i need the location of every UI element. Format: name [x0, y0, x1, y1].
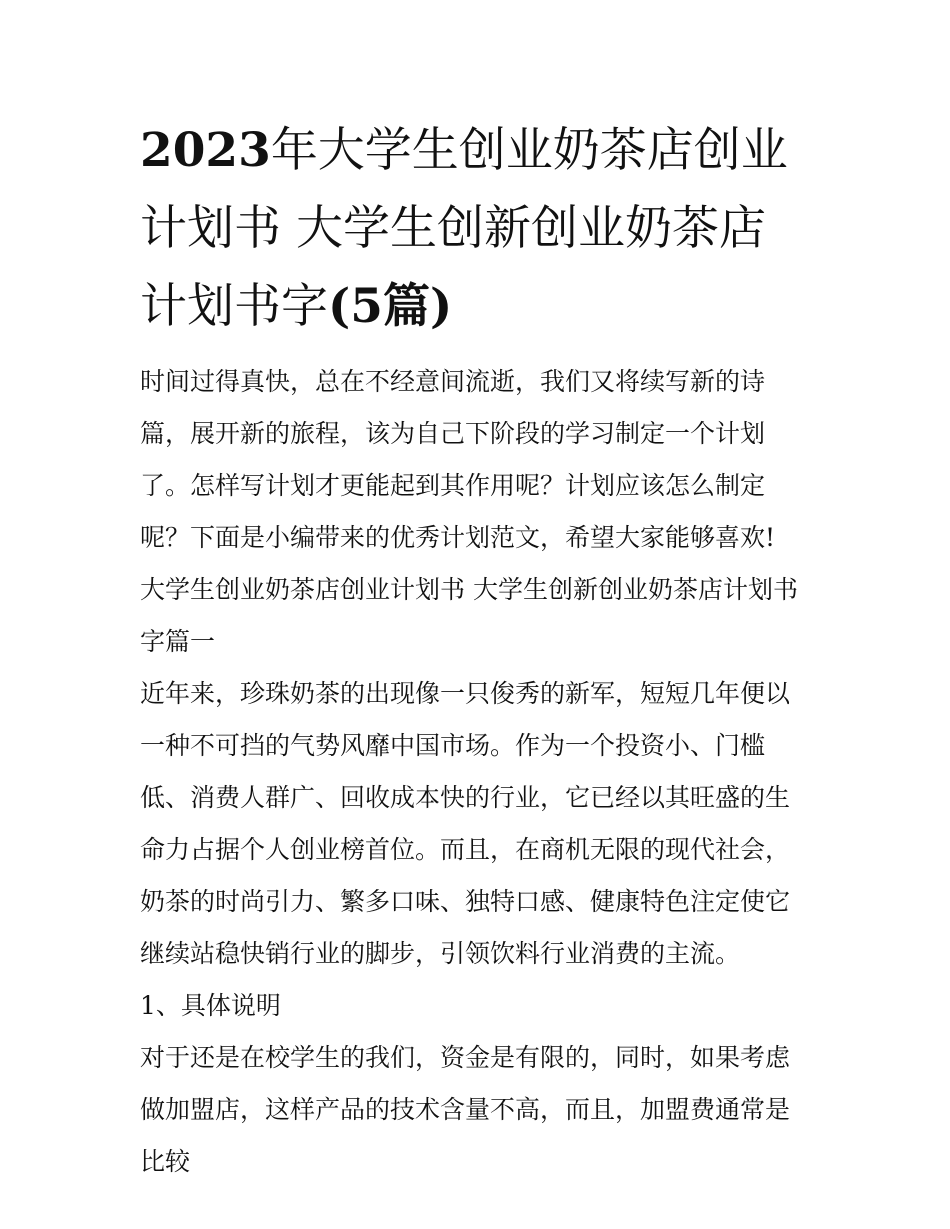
body-paragraph: 对于还是在校学生的我们，资金是有限的，同时，如果考虑做加盟店，这样产品的技术含量不高，而且，加盟费通常是比较 — [140, 1043, 791, 1176]
intro-paragraph: 时间过得真快，总在不经意间流逝，我们又将续写新的诗篇，展开新的旅程，该为自己下阶段的学习制定一个计划了。怎样写计划才更能起到其作用呢？计划应该怎么制定呢？下面是小编带来的优秀计划范文，希望大家能够喜欢! — [140, 367, 776, 552]
section-heading: 大学生创业奶茶店创业计划书 大学生创新创业奶茶店计划书字篇一 — [140, 575, 798, 656]
title-suffix: (5篇) — [328, 279, 453, 334]
body-paragraph: 近年来，珍珠奶茶的出现像一只俊秀的新军，短短几年便以一种不可挡的气势风靡中国市场。作为一个投资小、门槛低、消费人群广、回收成本快的行业，它已经以其旺盛的生命力占据个人创业榜首位。而且，在商机无限的现代社会，奶茶的时尚引力、繁多口味、独特口感、健康特色注定使它继续站稳快销行业的脚步，引领饮料行业消费的主流。 — [140, 679, 791, 968]
subsection-heading: 1、具体说明 — [140, 991, 281, 1020]
title-main: 年大学生创业奶茶店创业计划书 大学生创新创业奶茶店计划书字 — [140, 123, 788, 334]
title-year: 2023 — [140, 123, 271, 178]
document-title — [140, 112, 812, 346]
document-page — [140, 112, 812, 1188]
